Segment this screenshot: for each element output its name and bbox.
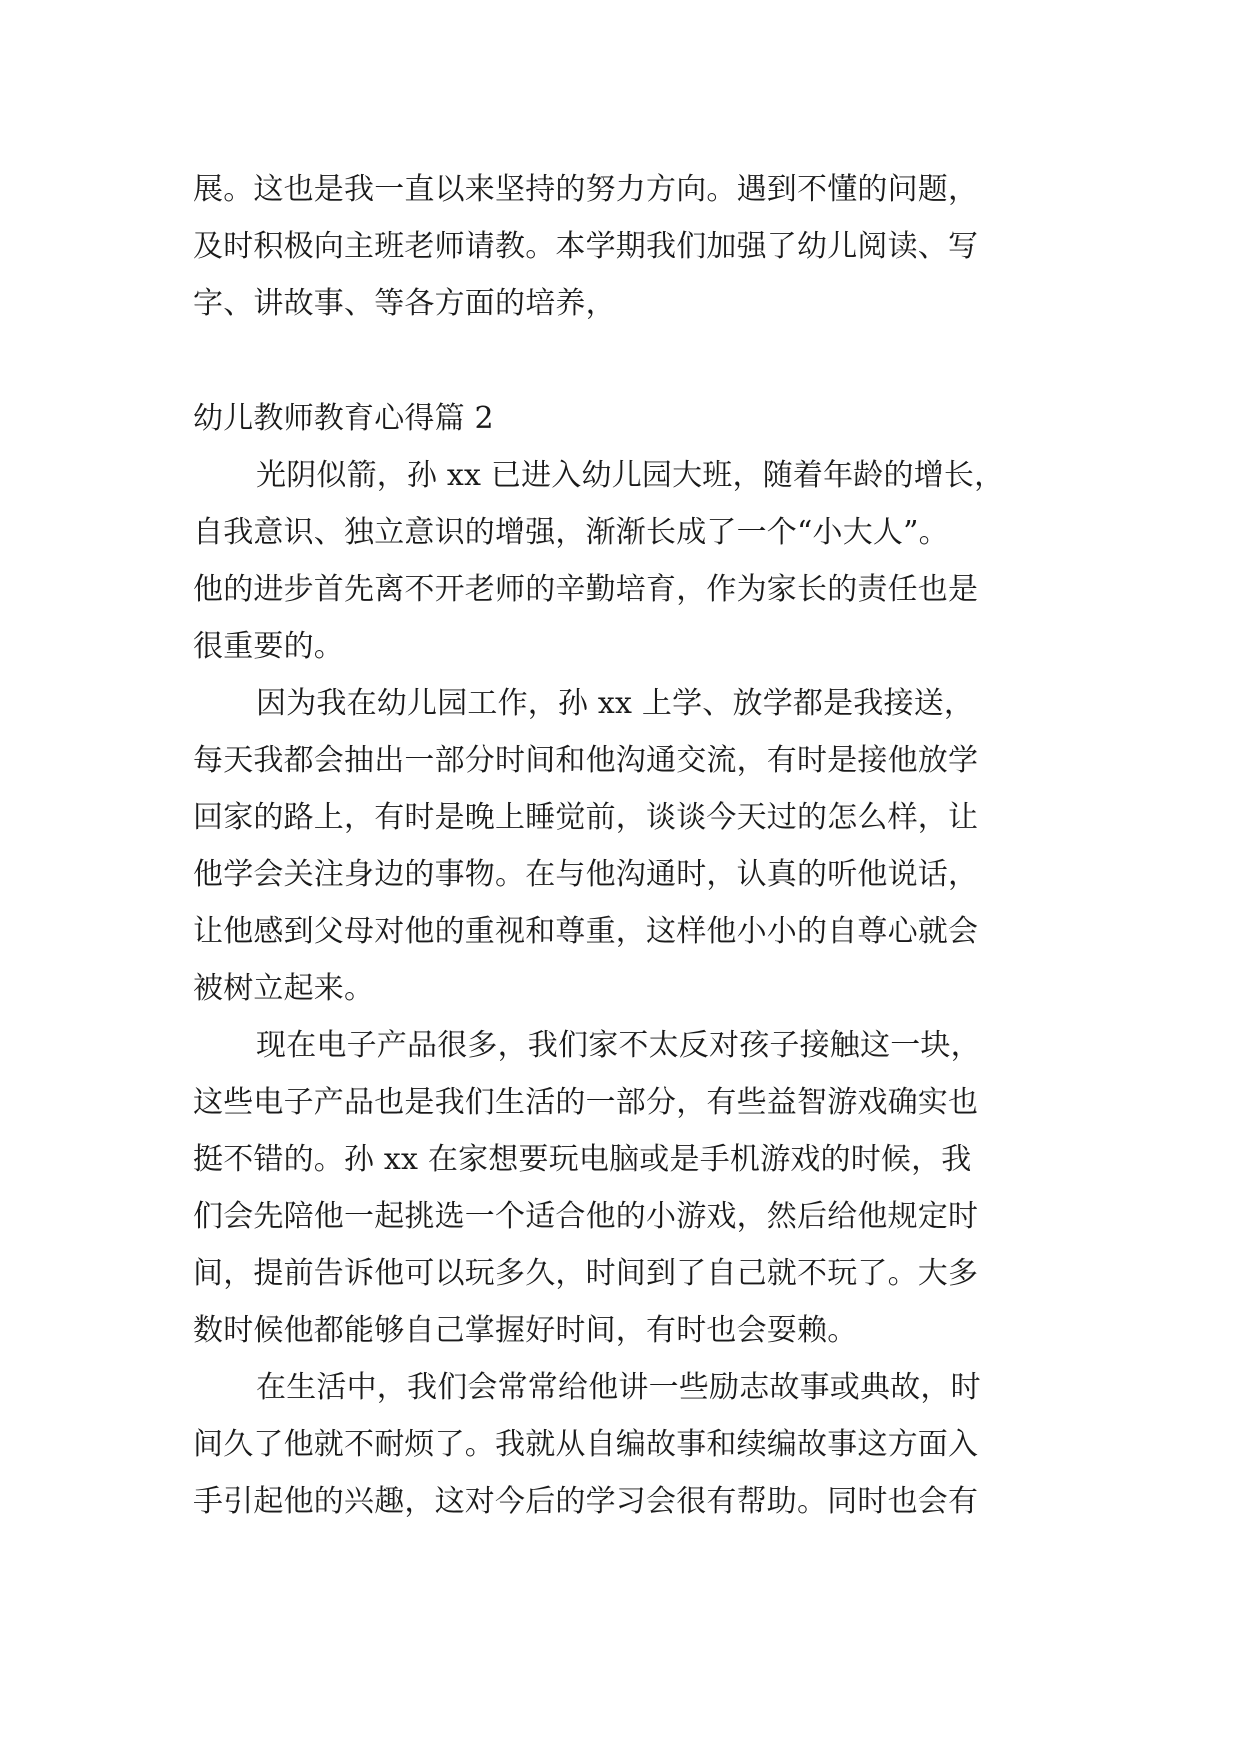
text-line: 他学会关注身边的事物。在与他沟通时，认真的听他说话，	[193, 857, 979, 892]
text-line: 让他感到父母对他的重视和尊重，这样他小小的自尊心就会	[193, 914, 979, 949]
text-line: 很重要的。	[193, 629, 344, 664]
text-line: 每天我都会抽出一部分时间和他沟通交流，有时是接他放学	[193, 743, 979, 778]
text-line: 手引起他的兴趣，这对今后的学习会很有帮助。同时也会有	[193, 1484, 979, 1519]
text-line: 被树立起来。	[193, 971, 375, 1006]
section-heading: 幼儿教师教育心得篇 2	[193, 401, 494, 436]
text-line: 间久了他就不耐烦了。我就从自编故事和续编故事这方面入	[193, 1427, 979, 1462]
paragraph-first-line: 光阴似箭，孙 xx 已进入幼儿园大班，随着年龄的增长，	[256, 458, 1005, 493]
paragraph-first-line: 因为我在幼儿园工作，孙 xx 上学、放学都是我接送，	[256, 686, 975, 721]
text-line: 自我意识、独立意识的增强，渐渐长成了一个“小大人”。	[193, 515, 949, 550]
text-line: 他的进步首先离不开老师的辛勤培育，作为家长的责任也是	[193, 572, 979, 607]
text-line: 们会先陪他一起挑选一个适合他的小游戏，然后给他规定时	[193, 1199, 979, 1234]
paragraph-first-line: 现在电子产品很多，我们家不太反对孩子接触这一块，	[256, 1028, 981, 1063]
text-line: 挺不错的。孙 xx 在家想要玩电脑或是手机游戏的时候，我	[193, 1142, 972, 1177]
text-line: 展。这也是我一直以来坚持的努力方向。遇到不懂的问题，	[193, 172, 979, 207]
text-line: 这些电子产品也是我们生活的一部分，有些益智游戏确实也	[193, 1085, 979, 1120]
text-line: 及时积极向主班老师请教。本学期我们加强了幼儿阅读、写	[193, 229, 979, 264]
text-line: 回家的路上，有时是晚上睡觉前，谈谈今天过的怎么样，让	[193, 800, 979, 835]
paragraph-first-line: 在生活中，我们会常常给他讲一些励志故事或典故，时	[256, 1370, 981, 1405]
text-line: 字、讲故事、等各方面的培养，	[193, 286, 616, 321]
text-line: 间，提前告诉他可以玩多久，时间到了自己就不玩了。大多	[193, 1256, 979, 1291]
text-line: 数时候他都能够自己掌握好时间，有时也会耍赖。	[193, 1313, 858, 1348]
